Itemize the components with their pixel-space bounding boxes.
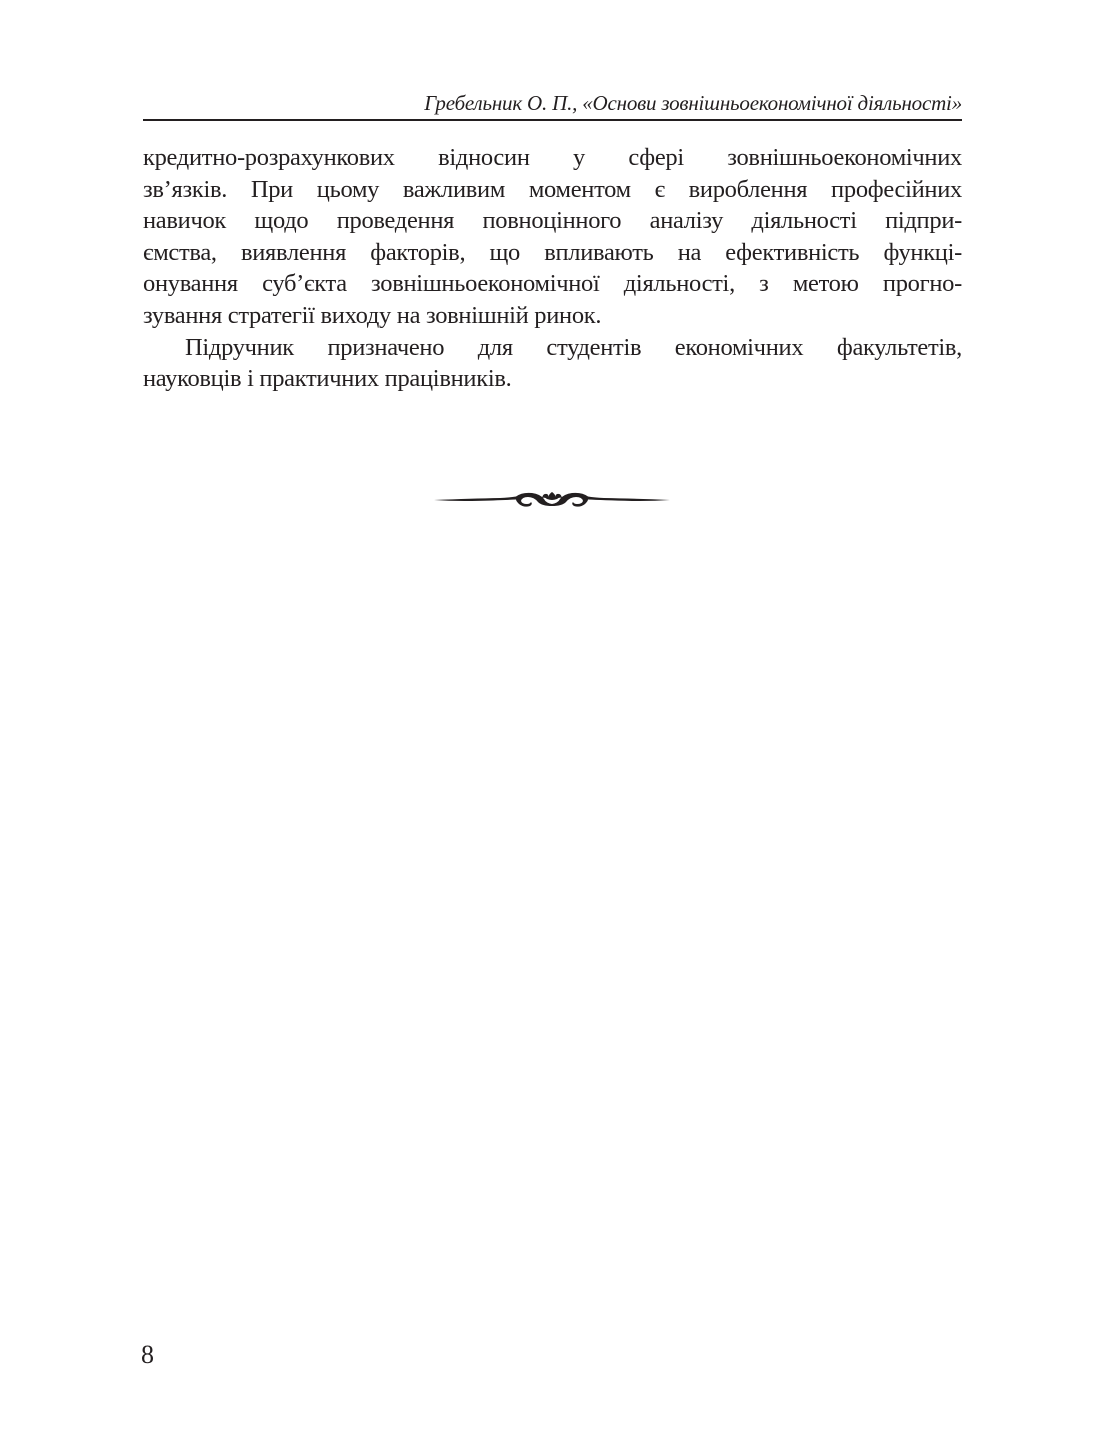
text-line: навичок щодо проведення повноцінного аналізу діяльності підпри- bbox=[143, 207, 962, 235]
header-rule-divider bbox=[143, 119, 962, 121]
flourish-divider-icon bbox=[432, 487, 672, 513]
paragraph-2 bbox=[143, 332, 962, 395]
text-line: науковців і практичних працівників. bbox=[143, 365, 512, 393]
body-text bbox=[143, 142, 962, 395]
page-number: 8 bbox=[141, 1340, 154, 1369]
paragraph-1 bbox=[143, 142, 962, 332]
text-line: онування суб’єкта зовнішньоекономічної діяльності, з метою прогно- bbox=[143, 270, 962, 298]
text-line: кредитно-розрахункових відносин у сфері зовнішньоекономічних bbox=[143, 144, 962, 171]
text-line: ємства, виявлення факторів, що впливають на ефективність функці- bbox=[143, 238, 962, 266]
text-line: Підручник призначено для студентів економічних факультетів, bbox=[185, 333, 962, 361]
running-head-title: Гребельник О. П., «Основи зовнішньоекономічної діяльності» bbox=[424, 91, 962, 115]
text-line: зв’язків. При цьому важливим моментом є вироблення професійних bbox=[143, 175, 962, 203]
text-line: зування стратегії виходу на зовнішній ринок. bbox=[143, 301, 602, 329]
